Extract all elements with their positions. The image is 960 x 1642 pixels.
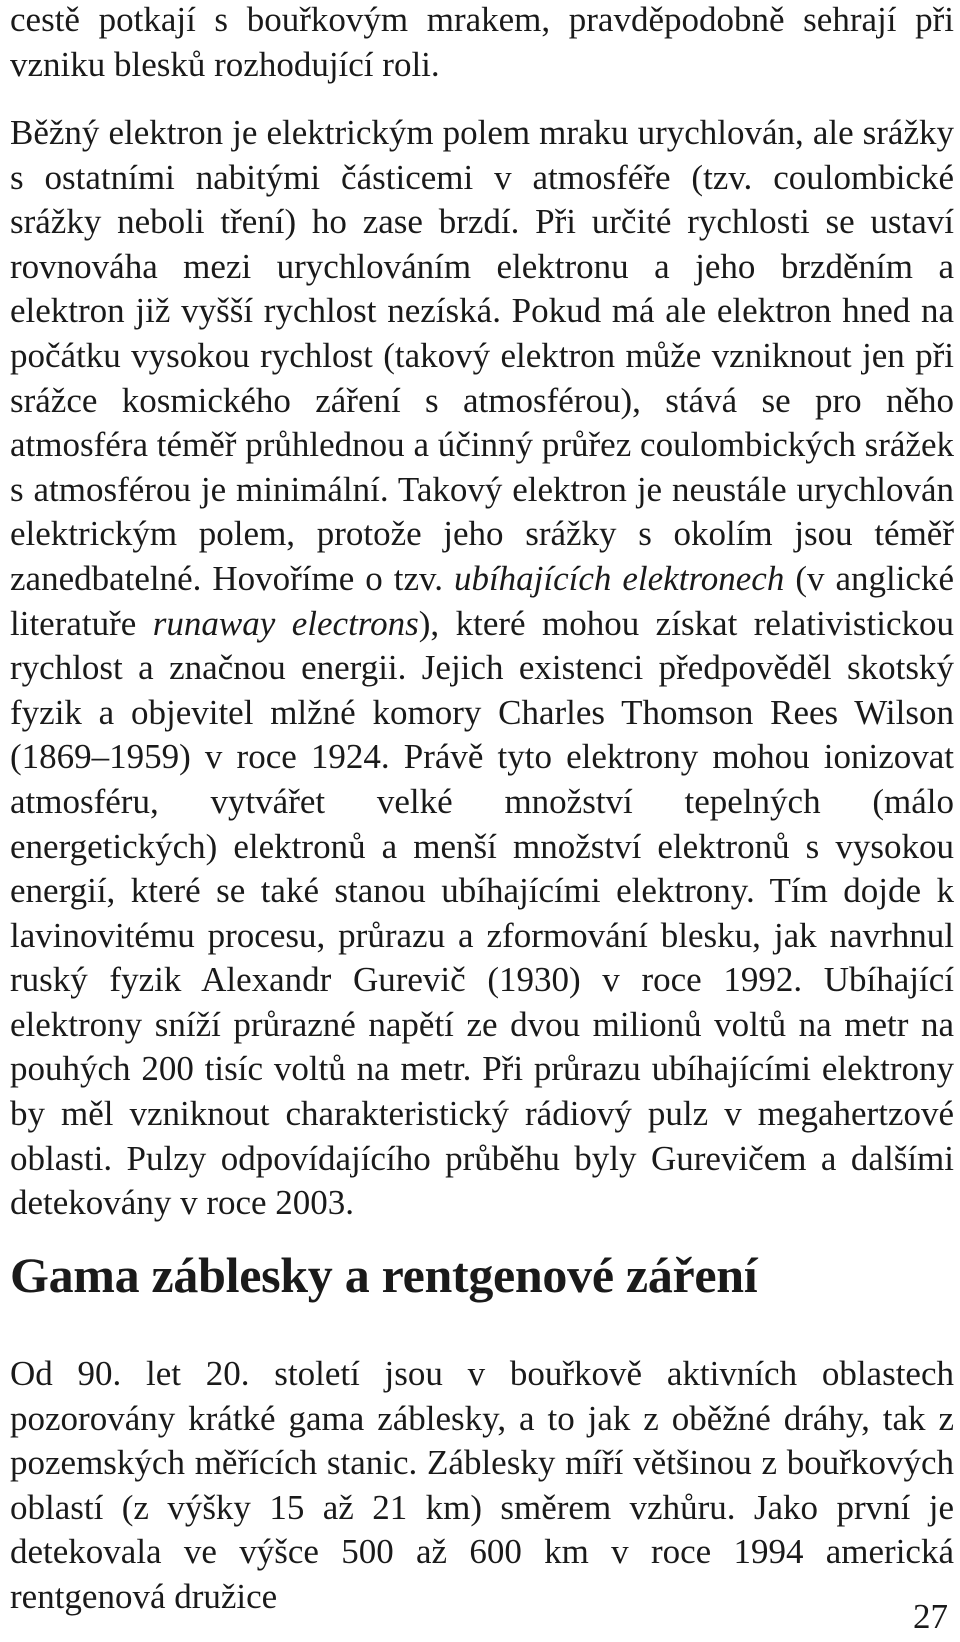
paragraph-gamma-flashes: Od 90. let 20. století jsou v bouřkově aktivních oblastech pozorovány krátké gama záblesky, a to jak z oběžné dráhy, tak z pozemských měřících stanic. Záblesky míří většinou z bouřkových oblastí (z výšky 15 až 21 km) směrem vzhůru. Jako první je detekovala ve výšce 500 až 600 km v roce 1994 americká rentgenová družice <box>10 1354 954 1616</box>
page-number: 27 <box>913 1597 948 1636</box>
book-page <box>10 0 954 1642</box>
italic-term-english: runaway electrons <box>152 603 419 643</box>
paragraph-continued: cestě potkají s bouřkovým mrakem, pravděpodobně sehrají při vzniku blesků rozhodující roli. <box>10 0 954 84</box>
paragraph-runaway-electrons <box>10 111 954 1226</box>
paragraph-text: (v anglické literatuře <box>10 558 954 643</box>
paragraph-text: Běžný elektron je elektrickým polem mraku urychlován, ale srážky s ostatními nabitými částicemi v atmosféře (tzv. coulombické srážky neboli tření) ho zase brzdí. Při určité rychlosti se ustaví rovnováha mezi urychlováním elektronu a jeho brzděním a elektron již vyšší rychlost nezíská. Pokud má ale elektron hned na počátku vysokou rychlost (takový elektron může vzniknout jen při srážce kosmického záření s atmosférou), stává se pro něho atmosféra téměř průhlednou a účinný průřez coulombických srážek s atmosférou je minimální. Takový elektron je neustále urychlován elektrickým polem, protože jeho srážky s okolím jsou téměř zanedbatelné. Hovoříme o tzv. <box>10 113 954 598</box>
paragraph-text: ), které mohou získat relativistickou rychlost a značnou energii. Jejich existenci předpověděl skotský fyzik a objevitel mlžné komory Charles Thomson Rees Wilson (1869–1959) v roce 1924. Právě tyto elektrony mohou ionizovat atmosféru, vytvářet velké množství tepelných (málo energetických) elektronů a menší množství elektronů s vysokou energií, které se také stanou ubíhajícími elektrony. Tím dojde k lavinovitému procesu, průrazu a zformování blesku, jak navrhnul ruský fyzik Alexandr Gurevič (1930) v roce 1992. Ubíhající elektrony sníží průrazné napětí ze dvou milionů voltů na metr na pouhých 200 tisíc voltů na metr. Při průrazu ubíhajícími elektrony by měl vzniknout charakteristický rádiový pulz v megahertzové oblasti. Pulzy odpovídajícího průběhu byly Gurevičem a dalšími detekovány v roce 2003. <box>10 603 954 1223</box>
section-heading: Gama záblesky a rentgenové záření <box>10 1247 758 1303</box>
italic-term-czech: ubíhajících elektronech <box>453 558 785 598</box>
